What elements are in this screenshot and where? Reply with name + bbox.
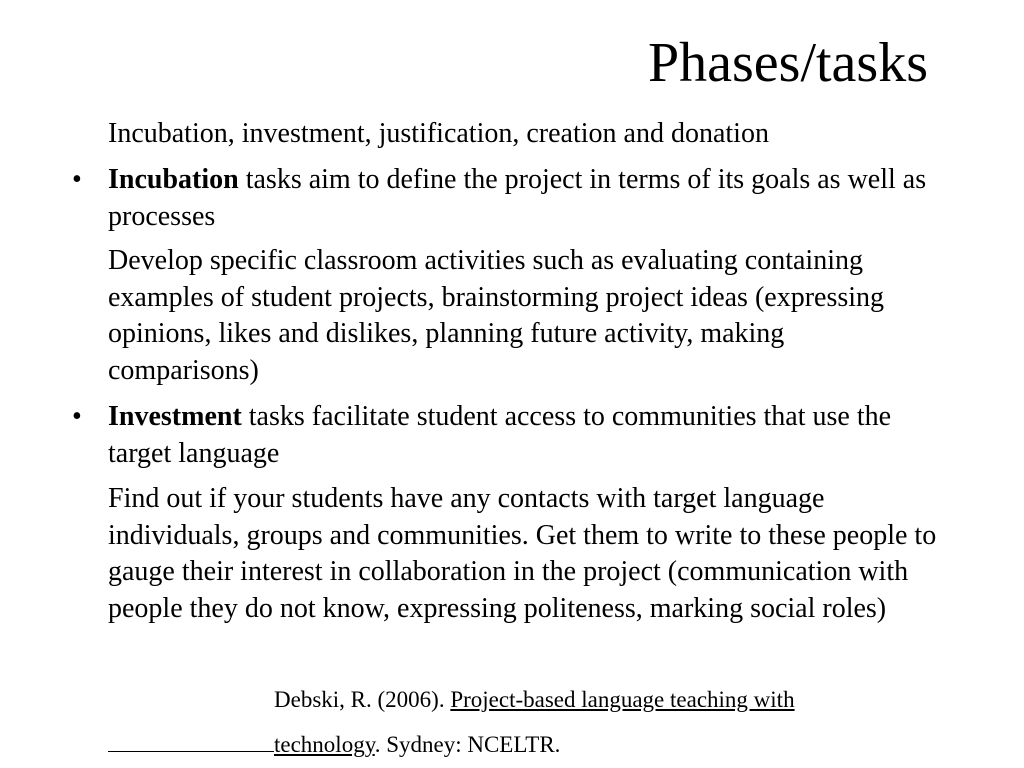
reference-line-1 [274,683,795,717]
reference-rest: . Sydney: NCELTR. [374,732,561,757]
reference-line-2 [108,728,560,762]
bullet-marker-investment: • [72,401,82,432]
reference-title-part2: technology [274,732,375,757]
slide-title: Phases/tasks [648,32,928,94]
incubation-text: tasks aim to define the project in terms of its goals as well as processes [108,164,927,232]
reference-author: Debski, R. (2006). [274,687,451,712]
bullet-marker-incubation: • [72,164,82,195]
incubation-detail: Develop specific classroom activities such as evaluating containing examples of student projects, brainstorming project ideas (expressing opinions, likes and dislikes, planning future activity, making comparisons) [108,245,885,386]
investment-term: Investment [108,401,242,432]
bullet-incubation [108,162,938,235]
reference-title-part1: Project-based language teaching with [450,687,795,712]
intro-text: Incubation, investment, justification, creation and donation [108,118,769,149]
reference-indent-rule [108,729,274,752]
bullet-investment [108,399,938,472]
investment-text: tasks facilitate student access to communities that use the target language [108,401,892,469]
investment-detail: Find out if your students have any contacts with target language individuals, groups and communities. Get them to write to these people to gauge their interest in collaboration in the project (communication with people they do not know, expressing politeness, marking social roles) [108,483,937,624]
incubation-term: Incubation [108,164,239,195]
